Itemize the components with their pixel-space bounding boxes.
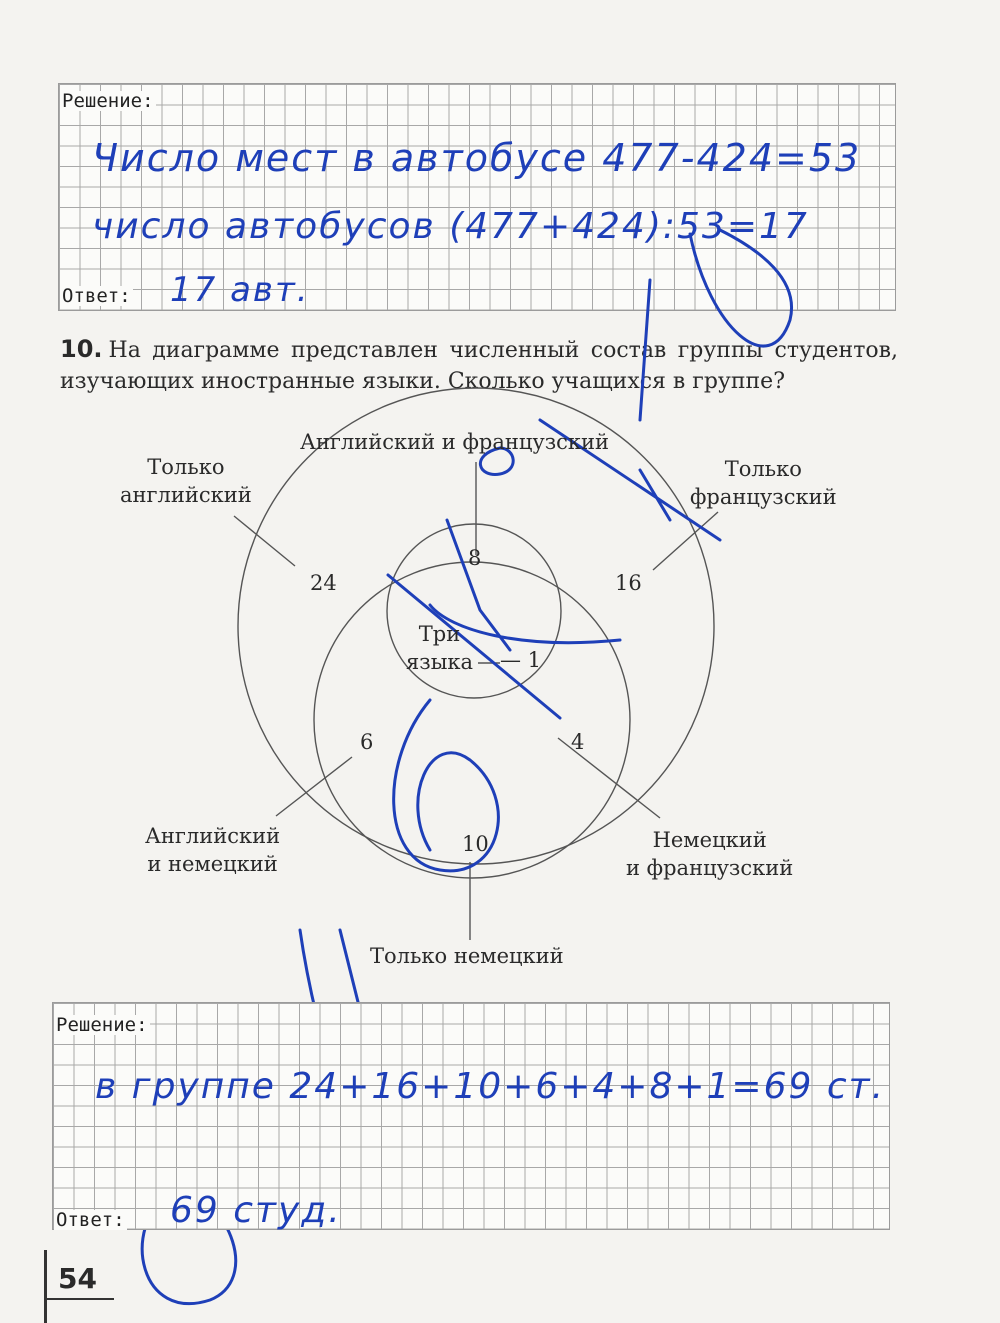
task-text: На диаграмме представлен численный состав группы студентов, изучающих иностранные языки. Сколько учащихся в группе? xyxy=(60,338,898,394)
pointer-bottom-left xyxy=(276,757,352,816)
circle-english-french-top xyxy=(238,388,714,864)
value-german-french: 4 xyxy=(571,730,585,754)
page-number-underline xyxy=(44,1298,114,1300)
handwritten-solution-line: в группе 24+16+10+6+4+8+1=69 ст. xyxy=(95,1066,886,1107)
task-number: 10. xyxy=(60,335,103,363)
value-only-german: 10 xyxy=(462,832,489,856)
value-english-german: 6 xyxy=(360,730,374,754)
task-10 xyxy=(60,334,898,397)
label-german-french: Немецкий и французский xyxy=(626,828,794,880)
value-english-french: 8 xyxy=(468,546,482,570)
label-only-french: Только французский xyxy=(690,457,837,509)
value-only-english: 24 xyxy=(310,571,337,595)
solution-label: Решение: xyxy=(62,90,154,112)
value-only-french: 16 xyxy=(615,571,642,595)
label-only-english: Только английский xyxy=(120,455,252,507)
handwritten-solution-line-2: число автобусов (477+424):53=17 xyxy=(92,206,809,247)
pointer-top-left xyxy=(234,516,295,566)
page-number: 54 xyxy=(58,1262,97,1295)
answer-label: Ответ: xyxy=(56,1209,125,1231)
value-three-languages: — 1 xyxy=(500,648,542,672)
page-number-bar xyxy=(44,1250,47,1323)
solution-label: Решение: xyxy=(56,1014,148,1036)
pointer-top-right xyxy=(653,512,718,570)
label-english-german: Английский и немецкий xyxy=(145,824,281,876)
circle-german xyxy=(314,562,630,878)
handwritten-solution-line-1: Число мест в автобусе 477-424=53 xyxy=(92,136,862,180)
label-only-german: Только немецкий xyxy=(370,944,564,968)
label-english-french: Английский и французский xyxy=(300,430,610,454)
handwritten-answer: 17 авт. xyxy=(170,270,310,310)
handwritten-answer: 69 студ. xyxy=(170,1190,342,1231)
answer-label: Ответ: xyxy=(62,285,131,307)
label-three-languages: Три языка xyxy=(406,622,474,674)
